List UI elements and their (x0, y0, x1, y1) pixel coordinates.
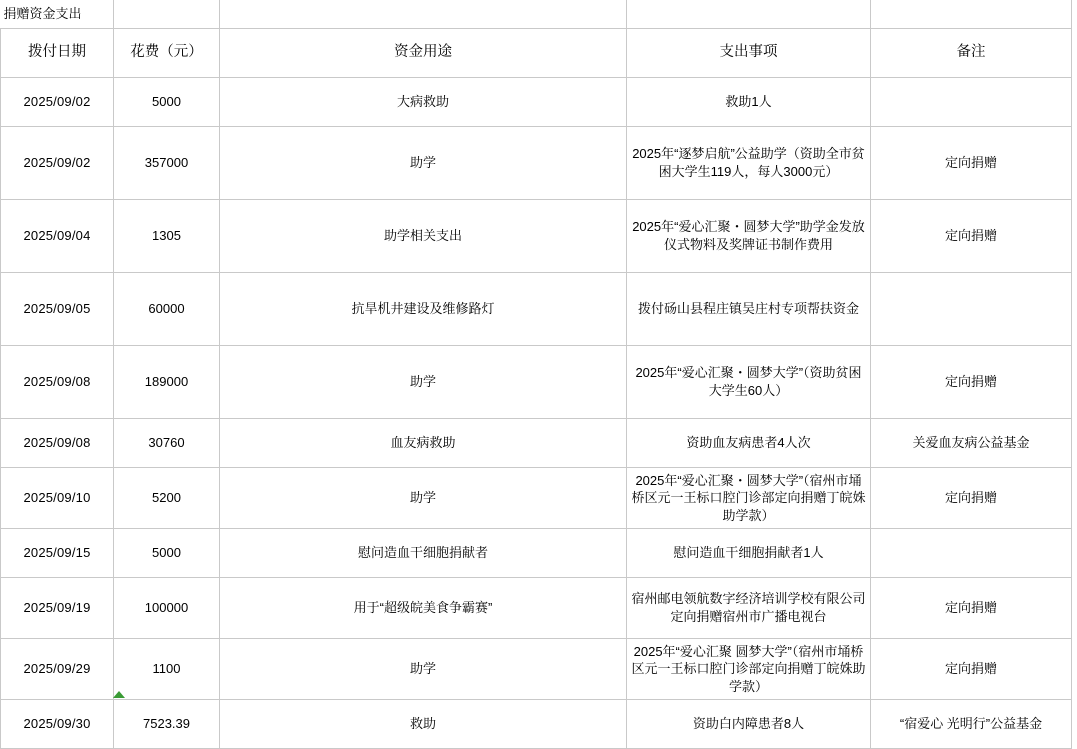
cell-amount: 60000 (114, 273, 220, 346)
column-header-use: 资金用途 (220, 29, 627, 78)
table-row (1, 419, 1072, 468)
cell-item: 救助1人 (627, 78, 871, 127)
cell-use: 助学 (220, 346, 627, 419)
table-row (1, 700, 1072, 749)
cell-note (871, 529, 1072, 578)
cell-use: 慰问造血干细胞捐献者 (220, 529, 627, 578)
cell-item: 资助白内障患者8人 (627, 700, 871, 749)
table-row (1, 273, 1072, 346)
column-header-amount: 花费（元） (114, 29, 220, 78)
cell-use: 救助 (220, 700, 627, 749)
table-row (1, 127, 1072, 200)
cell-amount: 357000 (114, 127, 220, 200)
table-row (1, 529, 1072, 578)
cell-amount: 5000 (114, 529, 220, 578)
cell-amount: 100000 (114, 578, 220, 639)
table-header-row (1, 29, 1072, 78)
cell-date: 2025/09/04 (1, 200, 114, 273)
cell-date: 2025/09/30 (1, 700, 114, 749)
cell-item: 2025年“爱心汇聚・圆梦大学”助学金发放仪式物料及奖牌证书制作费用 (627, 200, 871, 273)
table-title-row (1, 0, 1072, 29)
cell-note: 关爱血友病公益基金 (871, 419, 1072, 468)
cell-amount: 7523.39 (114, 700, 220, 749)
cell-use: 助学 (220, 468, 627, 529)
table-row (1, 346, 1072, 419)
cell-date: 2025/09/29 (1, 639, 114, 700)
title-blank-cell-4 (871, 0, 1072, 29)
table-row (1, 578, 1072, 639)
cell-use: 抗旱机井建设及维修路灯 (220, 273, 627, 346)
cell-note: 定向捐赠 (871, 346, 1072, 419)
cell-amount: 1305 (114, 200, 220, 273)
cell-date: 2025/09/02 (1, 127, 114, 200)
cell-note (871, 78, 1072, 127)
cell-use: 用于“超级皖美食争霸赛” (220, 578, 627, 639)
cell-marker-triangle (113, 691, 125, 698)
cell-note: 定向捐赠 (871, 200, 1072, 273)
cell-use: 助学 (220, 639, 627, 700)
cell-item: 2025年“逐梦启航”公益助学（资助全市贫困大学生119人，每人3000元） (627, 127, 871, 200)
cell-item: 宿州邮电领航数字经济培训学校有限公司定向捐赠宿州市广播电视台 (627, 578, 871, 639)
cell-date: 2025/09/08 (1, 346, 114, 419)
column-header-note: 备注 (871, 29, 1072, 78)
title-blank-cell-1 (114, 0, 220, 29)
cell-note: 定向捐赠 (871, 639, 1072, 700)
column-header-item: 支出事项 (627, 29, 871, 78)
table-row (1, 200, 1072, 273)
title-blank-cell-2 (220, 0, 627, 29)
cell-item: 资助血友病患者4人次 (627, 419, 871, 468)
table-row (1, 468, 1072, 529)
cell-date: 2025/09/08 (1, 419, 114, 468)
cell-use: 血友病救助 (220, 419, 627, 468)
cell-note (871, 273, 1072, 346)
title-blank-cell-3 (627, 0, 871, 29)
cell-item: 2025年“爱心汇聚・圆梦大学”（资助贫困大学生60人） (627, 346, 871, 419)
cell-note: 定向捐赠 (871, 578, 1072, 639)
cell-amount: 5000 (114, 78, 220, 127)
cell-amount: 30760 (114, 419, 220, 468)
cell-amount: 189000 (114, 346, 220, 419)
cell-note: “宿爱心 光明行”公益基金 (871, 700, 1072, 749)
table-row (1, 639, 1072, 700)
cell-note: 定向捐赠 (871, 468, 1072, 529)
cell-date: 2025/09/15 (1, 529, 114, 578)
page-title: 捐赠资金支出 (1, 0, 114, 29)
cell-note: 定向捐赠 (871, 127, 1072, 200)
cell-date: 2025/09/02 (1, 78, 114, 127)
table-row (1, 78, 1072, 127)
cell-item: 2025年“爱心汇聚・圆梦大学”（宿州市埇桥区元一王标口腔门诊部定向捐赠丁皖姝助学款） (627, 468, 871, 529)
cell-item: 拨付砀山县程庄镇吴庄村专项帮扶资金 (627, 273, 871, 346)
cell-amount: 5200 (114, 468, 220, 529)
cell-use: 助学相关支出 (220, 200, 627, 273)
cell-use: 大病救助 (220, 78, 627, 127)
cell-amount: 1100 (114, 639, 220, 700)
cell-date: 2025/09/19 (1, 578, 114, 639)
cell-date: 2025/09/10 (1, 468, 114, 529)
cell-item: 慰问造血干细胞捐献者1人 (627, 529, 871, 578)
column-header-date: 拨付日期 (1, 29, 114, 78)
cell-item: 2025年“爱心汇聚 圆梦大学”（宿州市埇桥区元一王标口腔门诊部定向捐赠丁皖姝助学款） (627, 639, 871, 700)
cell-date: 2025/09/05 (1, 273, 114, 346)
cell-use: 助学 (220, 127, 627, 200)
